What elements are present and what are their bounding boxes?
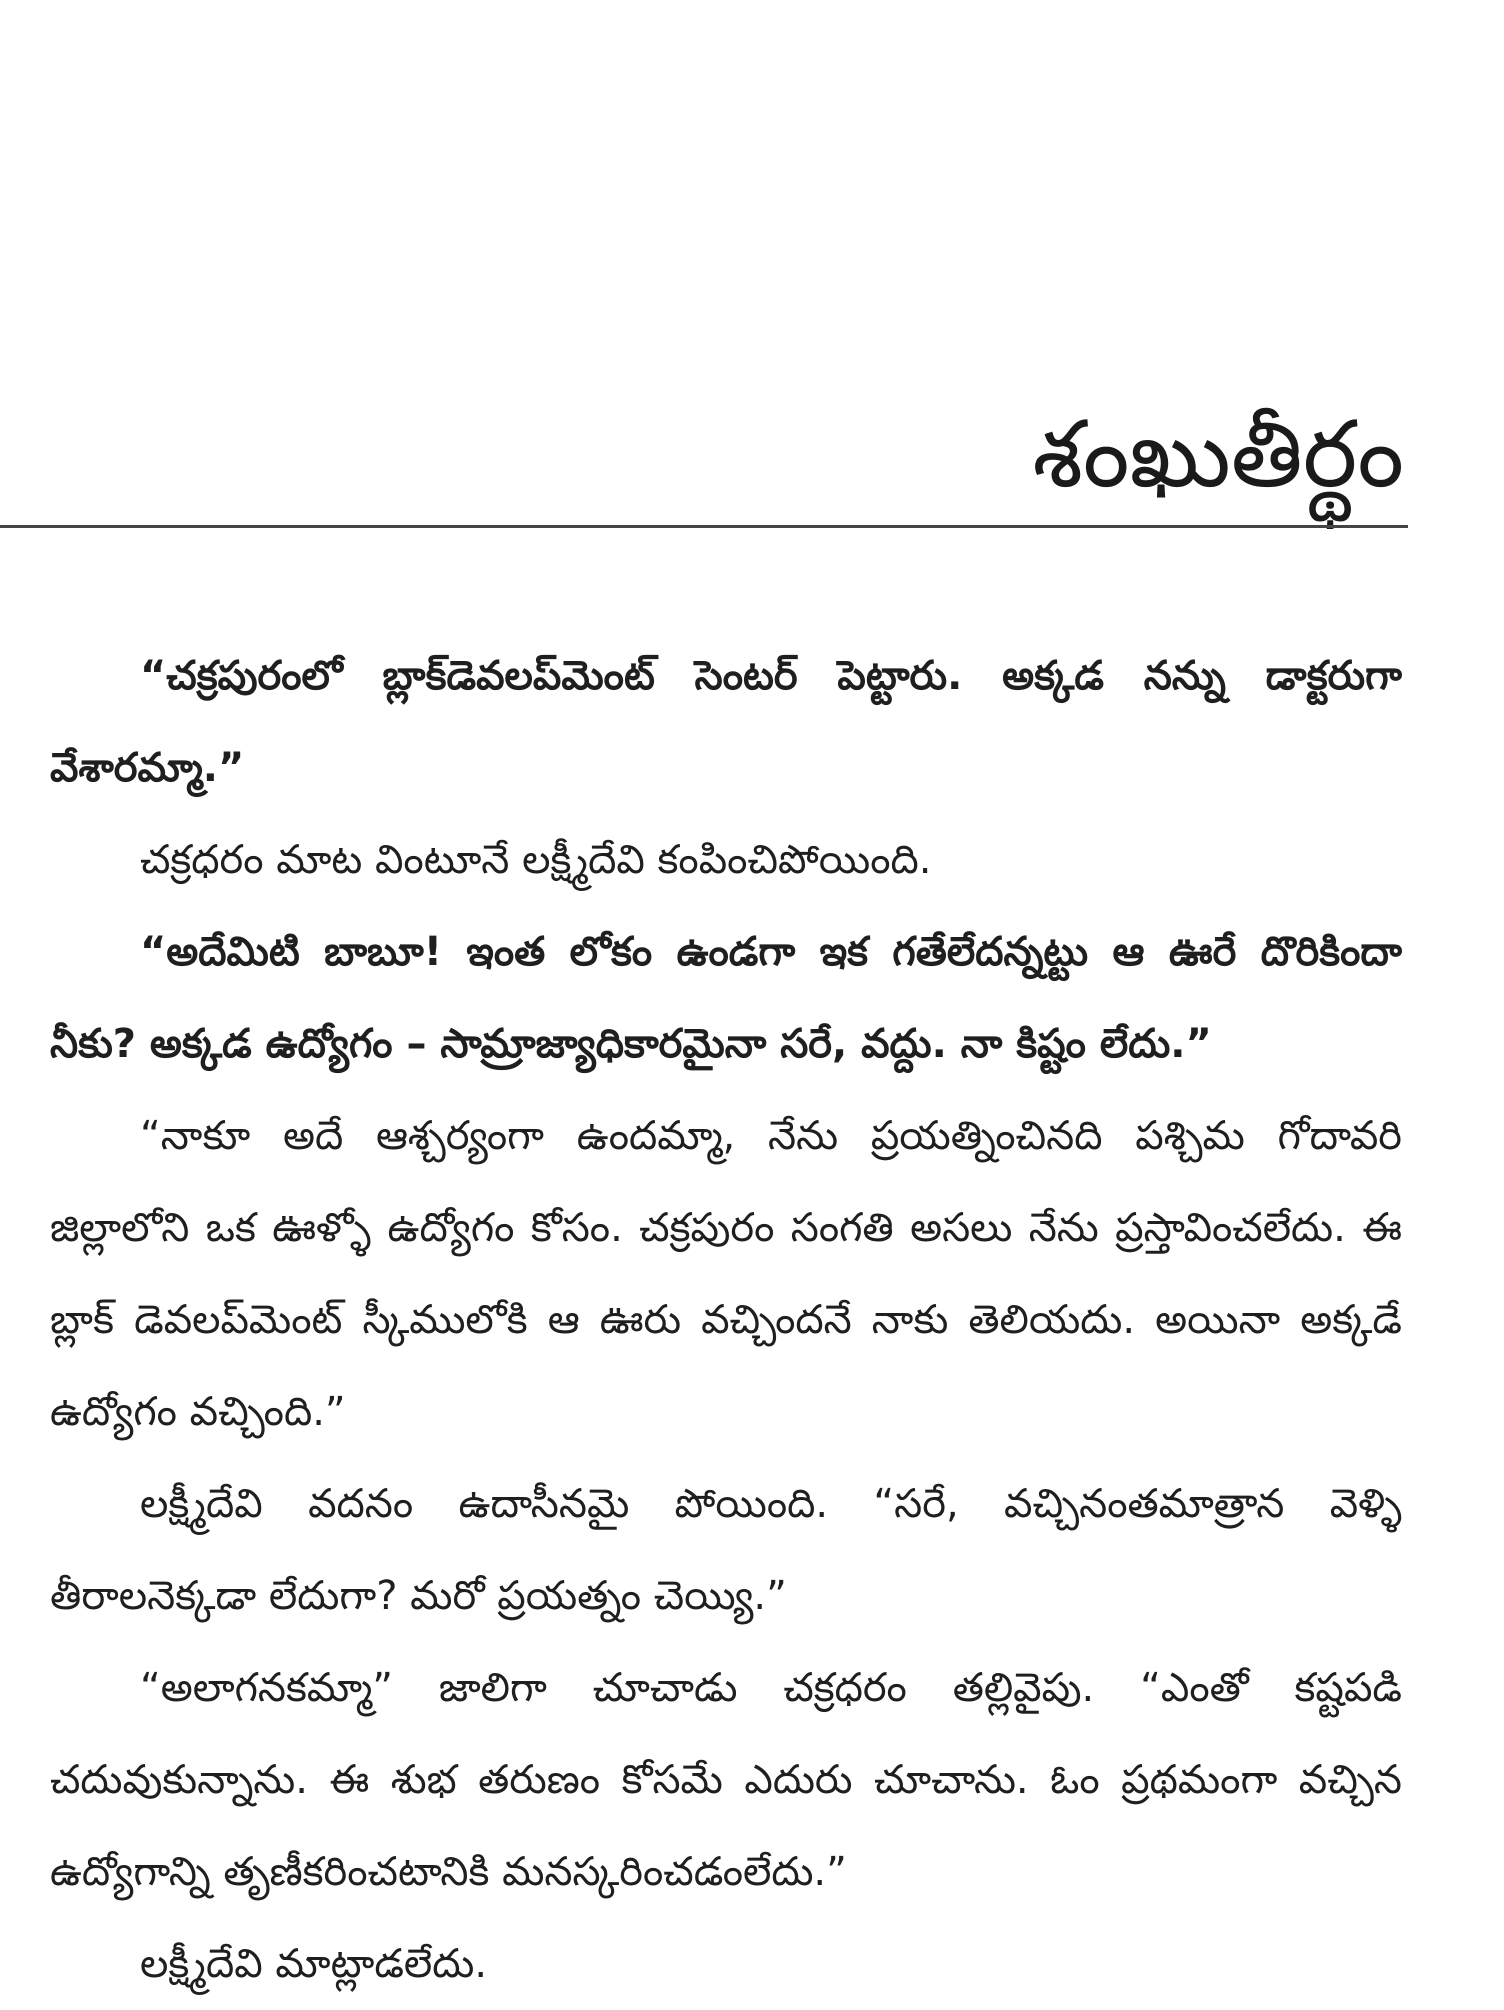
paragraph-4: “నాకూ అదే ఆశ్చర్యంగా ఉందమ్మా, నేను ప్రయత్నించినది పశ్చిమ గోదావరి జిల్లాలోని ఒక ఊళ్ళో ఉద్యోగం కోసం. చక్రపురం సంగతి అసలు నేను ప్రస్తావించలేదు. ఈ బ్లాక్ డెవలప్‌మెంట్ స్కీములోకి ఆ ఊరు వచ్చిందనే నాకు తెలియదు. అయినా అక్కడే ఉద్యోగం వచ్చింది.”	[50, 1113, 1402, 1435]
paragraph-6: “అలాగనకమ్మా” జాలిగా చూచాడు చక్రధరం తల్లివైపు. “ఎంతో కష్టపడి చదువుకున్నాను. ఈ శుభ తరుణం కోసమే ఎదురు చూచాను. ఓం ప్రథమంగా వచ్చిన ఉద్యోగాన్ని తృణీకరించటానికి మనస్కరించడంలేదు.”	[50, 1665, 1402, 1895]
paragraph-2: చక్రధరం మాట వింటూనే లక్ష్మీదేవి కంపించిపోయింది.	[140, 837, 932, 883]
story-text	[50, 630, 1402, 2010]
paragraph-7: లక్ష్మీదేవి మాట్లాడలేదు.	[140, 1941, 488, 1987]
paragraph-3: “అదేమిటి బాబూ! ఇంత లోకం ఉండగా ఇక గతేలేదన్నట్టు ఆ ఊరే దొరికిందా నీకు? అక్కడ ఉద్యోగం – సామ్రాజ్యాధికారమైనా సరే, వద్దు. నా కిష్టం లేదు.”	[50, 929, 1402, 1067]
paragraph-5: లక్ష్మీదేవి వదనం ఉదాసీనమై పోయింది. “సరే, వచ్చినంతమాత్రాన వెళ్ళి తీరాలనెక్కడా లేదుగా? మరో ప్రయత్నం చెయ్యి.”	[50, 1481, 1402, 1619]
title-divider	[0, 525, 1408, 528]
chapter-title: శంఖుతీర్థం	[1032, 401, 1404, 508]
paragraph-1: “చక్రపురంలో బ్లాక్‌డెవలప్‌మెంట్ సెంటర్ పెట్టారు. అక్కడ నన్ను డాక్టరుగా వేశారమ్మా.”	[50, 653, 1402, 791]
